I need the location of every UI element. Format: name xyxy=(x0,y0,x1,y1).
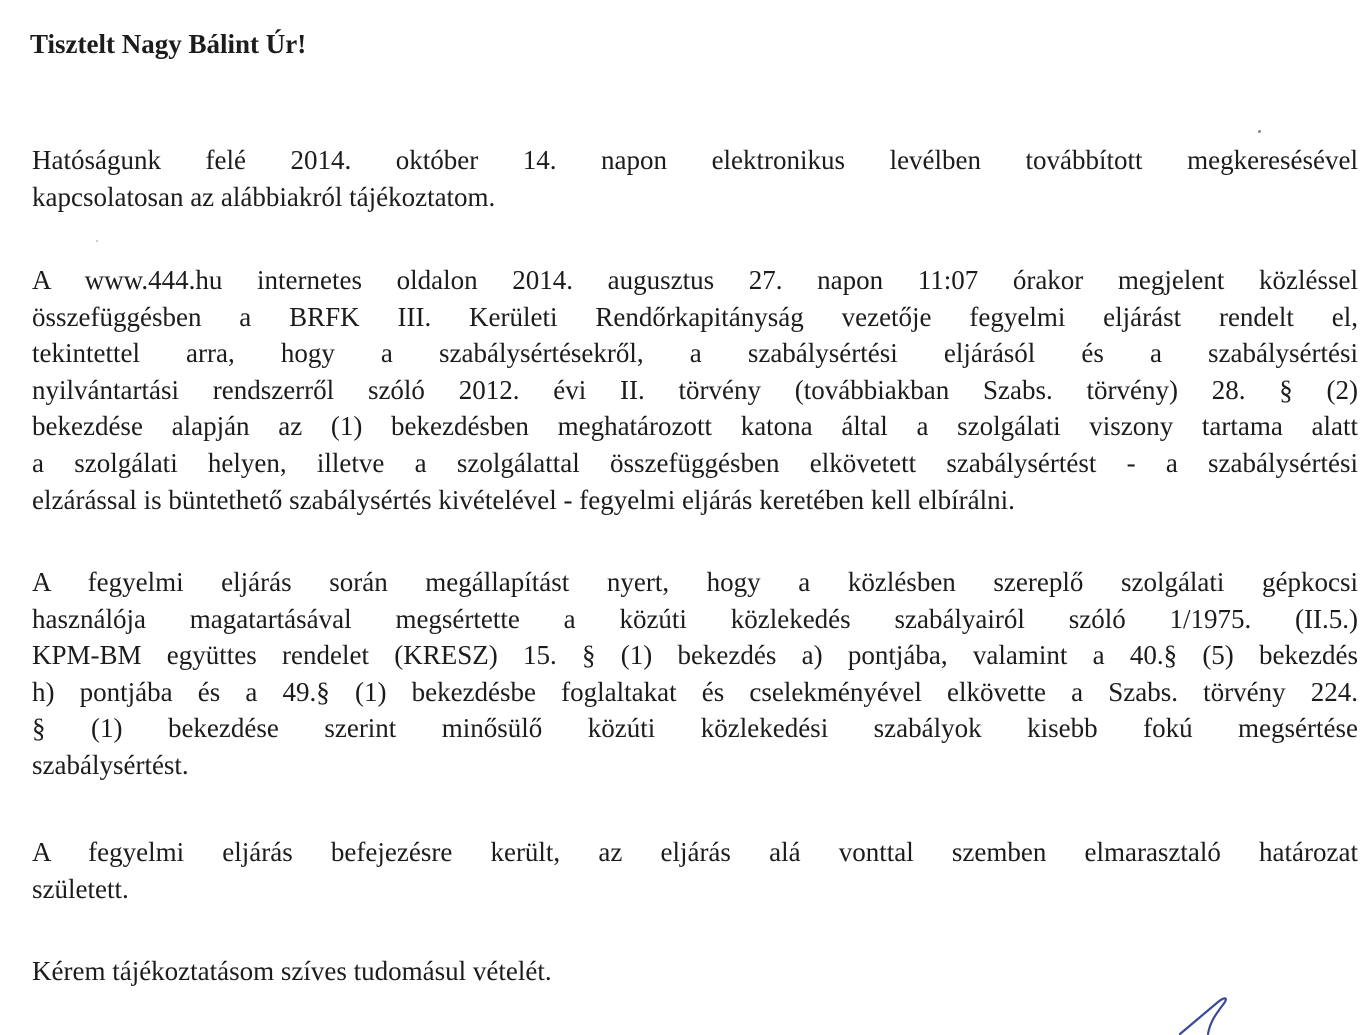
text-line: Kérem tájékoztatásom szíves tudomásul vételét. xyxy=(32,956,552,986)
paragraph-closing xyxy=(32,953,1358,989)
text-line: h) pontjába és a 49.§ (1) bekezdésbe foglaltakat és cselekményével elkövette a Szabs. törvény 224. xyxy=(32,676,1358,707)
text-line: tekintettel arra, hogy a szabálysértésekről, a szabálysértési eljárásól és a szabálysértési xyxy=(32,338,1358,369)
text-line: § (1) bekezdése szerint minősülő közúti közlekedési szabályok kisebb fokú megsértése xyxy=(32,713,1358,744)
text-line: született. xyxy=(32,873,129,904)
signature-stroke xyxy=(1160,990,1250,1035)
text-line: KPM-BM együttes rendelet (KRESZ) 15. § (1) bekezdés a) pontjába, valamint a 40.§ (5) bekezdés xyxy=(32,640,1358,671)
text-line: használója magatartásával megsértette a közúti közlekedés szabályairól szóló 1/1975. (II.5.) xyxy=(32,603,1358,634)
signature-path xyxy=(1180,998,1226,1034)
text-line: elzárással is büntethető szabálysértés kivételével - fegyelmi eljárás keretében kell elbírálni. xyxy=(32,484,1015,515)
text-line: nyilvántartási rendszerről szóló 2012. évi II. törvény (továbbiakban Szabs. törvény) 28. § (2) xyxy=(32,374,1358,405)
text-line: A fegyelmi eljárás során megállapítást nyert, hogy a közlésben szereplő szolgálati gépkocsi xyxy=(32,567,1358,597)
salutation: Tisztelt Nagy Bálint Úr! xyxy=(30,29,307,59)
scan-speck xyxy=(1258,130,1261,133)
paragraph-conclusion xyxy=(32,834,1358,907)
paragraph-findings xyxy=(32,564,1358,784)
text-line: A fegyelmi eljárás befejezésre került, az eljárás alá vonttal szemben elmarasztaló határozat xyxy=(32,837,1358,867)
text-line: kapcsolatosan az alábbiakról tájékoztatom. xyxy=(32,181,496,212)
paragraph-request-reference xyxy=(32,142,1358,215)
paragraph-disciplinary-order xyxy=(32,262,1358,518)
text-line: bekezdése alapján az (1) bekezdésben meghatározott katona által a szolgálati viszony tartama alatt xyxy=(32,411,1358,442)
text-line: szabálysértést. xyxy=(32,749,189,780)
text-line: összefüggésben a BRFK III. Kerületi Rendőrkapitányság vezetője fegyelmi eljárást rendelt el, xyxy=(32,301,1358,332)
scan-speck xyxy=(96,240,98,242)
text-line: A www.444.hu internetes oldalon 2014. augusztus 27. napon 11:07 órakor megjelent közléssel xyxy=(32,265,1358,295)
text-line: a szolgálati helyen, illetve a szolgálattal összefüggésben elkövetett szabálysértést - a szabálysértési xyxy=(32,447,1358,478)
text-line: Hatóságunk felé 2014. október 14. napon elektronikus levélben továbbított megkeresésével xyxy=(32,145,1358,175)
